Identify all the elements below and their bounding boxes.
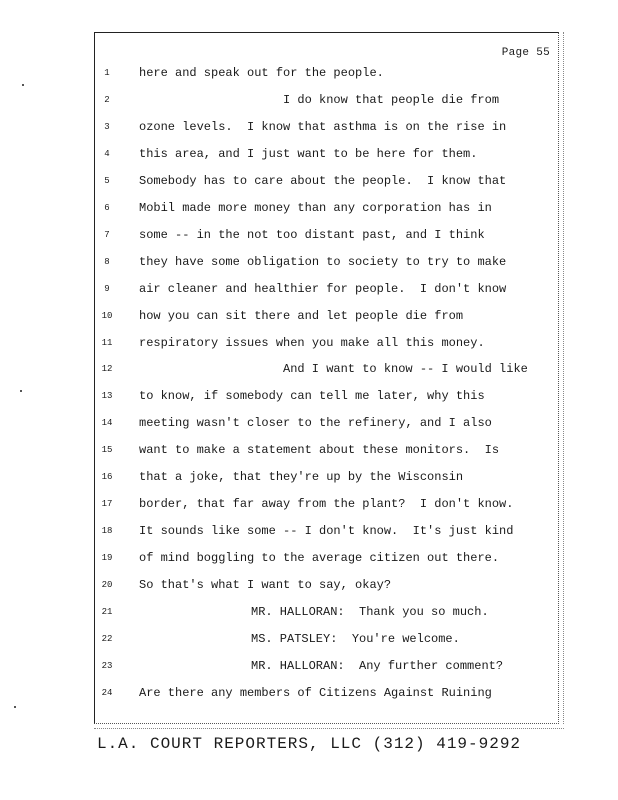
transcript-line [0,226,618,244]
line-number: 20 [101,580,113,591]
scan-mark [20,390,22,392]
transcript-line [0,387,618,405]
line-number: 5 [104,175,110,186]
line-text: to know, if somebody can tell me later, why this [139,389,485,404]
line-text: So that's what I want to say, okay? [139,578,392,593]
line-text: here and speak out for the people. [139,66,384,80]
transcript-line [0,145,618,163]
transcript-line [0,576,618,594]
line-text: Are there any members of Citizens Against Ruining [139,685,492,700]
line-number: 11 [101,337,113,348]
transcript-line [0,441,618,459]
line-number: 1 [104,68,110,78]
page-number: Page 55 [501,47,550,59]
line-number: 23 [101,660,113,671]
transcript-line [0,334,618,352]
footer-court-reporter: L.A. COURT REPORTERS, LLC (312) 419-9292 [96,735,522,753]
line-text: that a joke, that they're up by the Wisconsin [139,470,464,485]
line-text: MS. PATSLEY: You're welcome. [251,631,460,646]
transcript-line [0,253,618,271]
line-number: 17 [101,499,113,510]
line-number: 10 [101,310,113,321]
scan-mark [22,84,24,86]
line-number: 18 [101,526,113,537]
transcript-line [0,684,618,702]
line-number: 15 [101,445,113,456]
line-text: Mobil made more money than any corporation has in [139,200,492,215]
line-number: 24 [101,687,113,698]
transcript-line [0,118,618,136]
transcript-line [0,307,618,325]
transcript-line [0,657,618,675]
line-number: 6 [104,202,110,213]
line-number: 22 [101,633,113,644]
transcript-line [0,414,618,432]
line-number: 2 [104,94,110,105]
line-number: 12 [101,364,113,375]
line-text: It sounds like some -- I don't know. It's just kind [139,524,514,539]
transcript-line [0,172,618,190]
line-text: Somebody has to care about the people. I know that [139,173,507,188]
transcript-line [0,549,618,567]
transcript-line [0,199,618,217]
line-text: of mind boggling to the average citizen out there. [139,551,500,566]
line-text: MR. HALLORAN: Thank you so much. [251,605,489,619]
transcript-line [0,495,618,513]
transcript-line [0,360,618,378]
line-number: 9 [104,283,110,294]
line-text: ozone levels. I know that asthma is on the rise in [139,119,507,134]
scan-mark [14,706,16,708]
line-number: 3 [104,121,110,132]
line-text: I do know that people die from [283,92,500,107]
transcript-line [0,630,618,648]
line-number: 14 [101,418,113,429]
line-text: want to make a statement about these monitors. Is [139,443,500,458]
line-number: 8 [104,256,110,267]
line-text: air cleaner and healthier for people. I don't know [139,281,507,296]
transcript-line [0,280,618,298]
transcript-line [0,603,618,621]
line-number: 21 [101,607,113,617]
line-number: 7 [104,229,110,240]
bottom-margin-rule [94,728,564,729]
line-number: 19 [101,553,113,564]
line-number: 4 [104,148,110,159]
transcript-line [0,468,618,486]
transcript-line [0,522,618,540]
line-text: they have some obligation to society to try to make [139,254,507,269]
line-number: 13 [101,391,113,402]
transcript-line [0,64,618,82]
line-text: And I want to know -- I would like [283,362,528,377]
line-text: meeting wasn't closer to the refinery, and I also [139,416,492,431]
line-number: 16 [101,472,113,483]
line-text: some -- in the not too distant past, and I think [139,227,485,242]
transcript-line [0,91,618,109]
line-text: this area, and I just want to be here for them. [139,146,478,161]
line-text: border, that far away from the plant? I don't know. [139,497,514,512]
line-text: MR. HALLORAN: Any further comment? [251,658,504,673]
line-text: respiratory issues when you make all this money. [139,335,485,350]
line-text: how you can sit there and let people die from [139,308,464,323]
